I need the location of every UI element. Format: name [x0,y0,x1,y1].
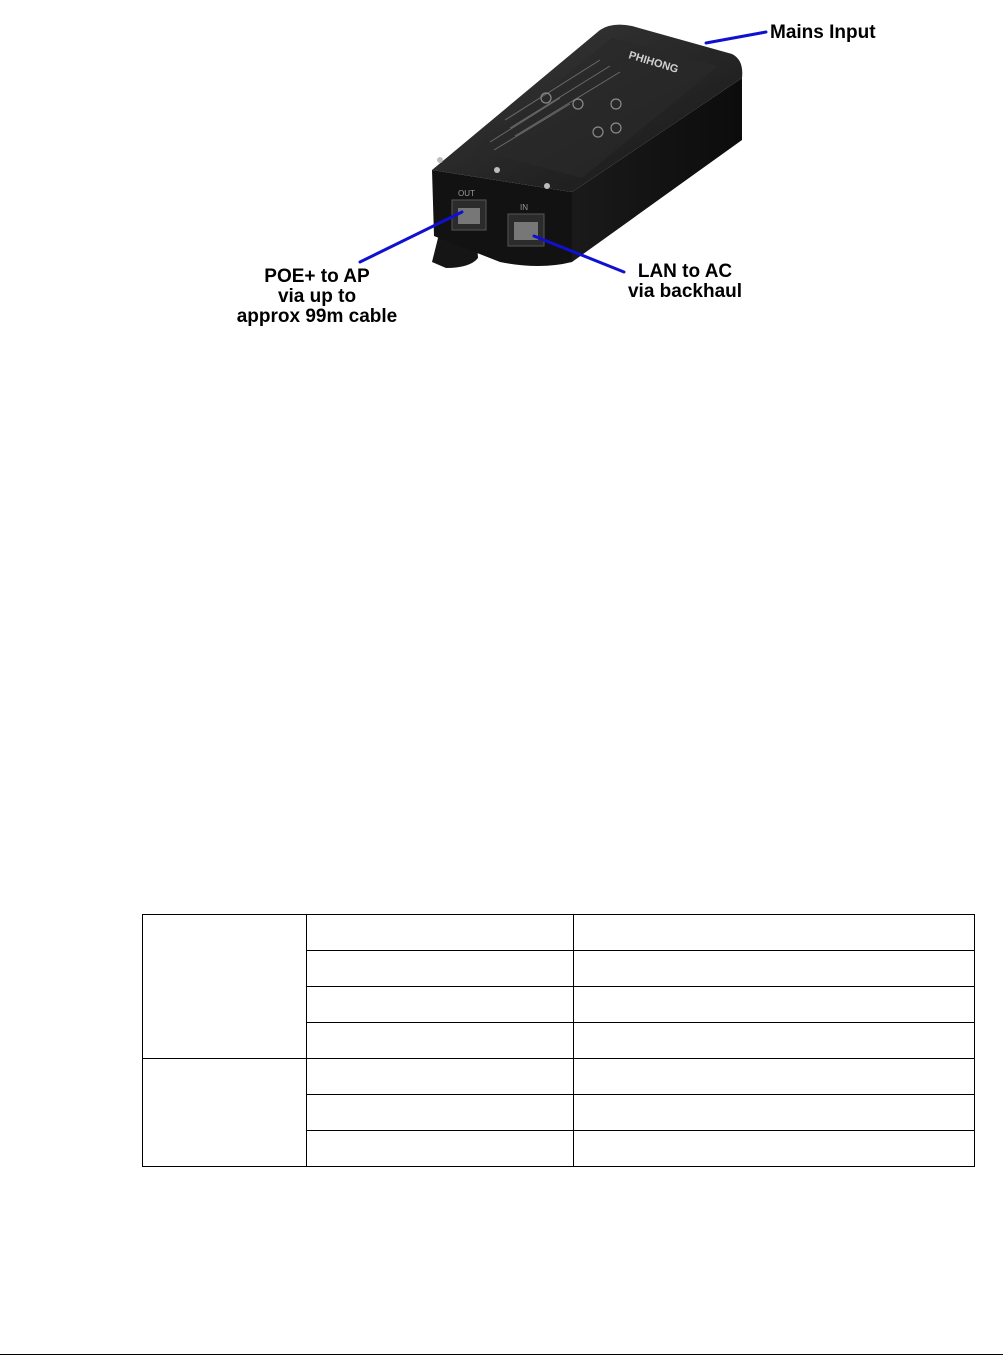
callout-mains-text: Mains Input [770,22,876,43]
callout-poe-line-3: approx 99m cable [236,306,398,327]
svg-text:OUT: OUT [458,189,475,198]
table-group-label-1 [143,915,307,1059]
callout-lan-line-1: LAN to AC [637,261,733,282]
leader-line-mains [706,32,766,43]
table-group-label-2 [143,1059,307,1167]
spec-table [142,914,975,1167]
table-cell [574,915,975,951]
callout-lan-to-ac [612,262,758,302]
table-cell [307,915,574,951]
table-cell [574,1131,975,1167]
table-cell [574,951,975,987]
table-cell [307,1059,574,1095]
callout-poe-to-ap [222,267,412,327]
table-cell [307,987,574,1023]
callout-poe-line-1: POE+ to AP [264,266,370,287]
table-cell [307,1131,574,1167]
table-cell [307,951,574,987]
table-cell [574,1059,975,1095]
device-brand-text: PHIHONG [627,49,680,76]
table-row [143,1059,975,1095]
svg-text:IN: IN [520,203,528,212]
table-cell [574,1023,975,1059]
table-cell [574,1095,975,1131]
table-row [143,915,975,951]
footer-rule [0,1354,1003,1355]
table-cell [574,987,975,1023]
callout-lan-line-2: via backhaul [627,281,743,302]
poe-injector-figure [0,0,1003,360]
table-cell [307,1095,574,1131]
callout-mains-input [770,23,876,43]
callout-poe-line-2: via up to [277,286,357,307]
table-cell [307,1023,574,1059]
